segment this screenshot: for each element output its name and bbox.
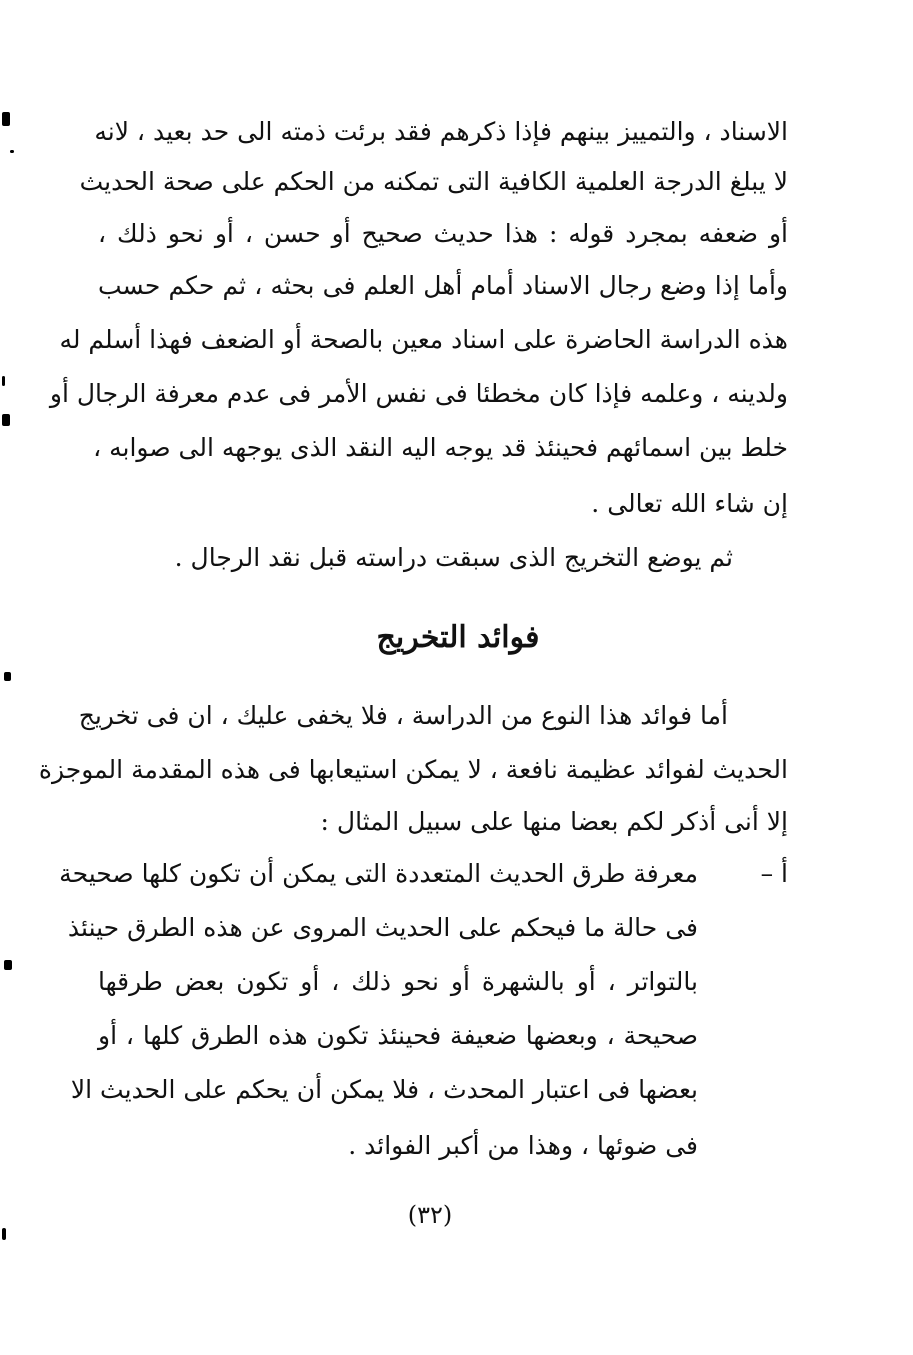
body-line: الحديث لفوائد عظيمة نافعة ، لا يمكن استيعابها فى هذه المقدمة الموجزة xyxy=(38,755,788,784)
scan-speck xyxy=(10,150,14,153)
list-marker: أ – xyxy=(760,859,788,888)
body-line: لا يبلغ الدرجة العلمية الكافية التى تمكنه من الحكم على صحة الحديث xyxy=(79,167,788,196)
body-line: خلط بين اسمائهم فحينئذ قد يوجه اليه النقد الذى يوجهه الى صوابه ، xyxy=(93,433,788,462)
list-item-line: بالتواتر ، أو بالشهرة أو نحو ذلك ، أو تكون بعض طرقها xyxy=(98,967,698,996)
body-line: الاسناد ، والتمييز بينهم فإذا ذكرهم فقد برئت ذمته الى حد بعيد ، لانه xyxy=(94,117,788,146)
list-item-line: فى حالة ما فيحكم على الحديث المروى عن هذه الطرق حينئذ xyxy=(67,913,698,942)
scan-speck xyxy=(4,672,11,681)
scan-speck xyxy=(2,112,10,126)
scan-speck xyxy=(2,414,10,426)
body-line-last: إلا أنى أذكر لكم بعضا منها على سبيل المثال : xyxy=(320,807,788,836)
body-line: أو ضعفه بمجرد قوله : هذا حديث صحيح أو حسن ، أو نحو ذلك ، xyxy=(98,219,788,248)
body-line-indented: ثم يوضع التخريج الذى سبقت دراسته قبل نقد الرجال . xyxy=(174,543,733,572)
list-item-line-last: فى ضوئها ، وهذا من أكبر الفوائد . xyxy=(348,1131,698,1160)
body-line: ولدينه ، وعلمه فإذا كان مخطئا فى نفس الأمر فى عدم معرفة الرجال أو xyxy=(49,379,788,408)
body-line-indented: أما فوائد هذا النوع من الدراسة ، فلا يخفى عليك ، ان فى تخريج xyxy=(78,701,728,730)
list-item-line: معرفة طرق الحديث المتعددة التى يمكن أن تكون كلها صحيحة xyxy=(59,859,698,888)
list-item-line: صحيحة ، وبعضها ضعيفة فحينئذ تكون هذه الطرق كلها ، أو xyxy=(98,1021,698,1050)
list-item-line: بعضها فى اعتبار المحدث ، فلا يمكن أن يحكم على الحديث الا xyxy=(70,1075,698,1104)
scan-speck xyxy=(2,1228,6,1240)
scan-speck xyxy=(4,960,12,970)
scan-speck xyxy=(2,376,5,386)
page-number: (٣٢) xyxy=(407,1201,453,1229)
body-line: هذه الدراسة الحاضرة على اسناد معين بالصحة أو الضعف فهذا أسلم له xyxy=(59,325,788,354)
section-heading: فوائد التخريج xyxy=(376,620,540,655)
body-line: وأما إذا وضع رجال الاسناد أمام أهل العلم فى بحثه ، ثم حكم حسب xyxy=(98,271,788,300)
body-line-last: إن شاء الله تعالى . xyxy=(591,489,788,518)
